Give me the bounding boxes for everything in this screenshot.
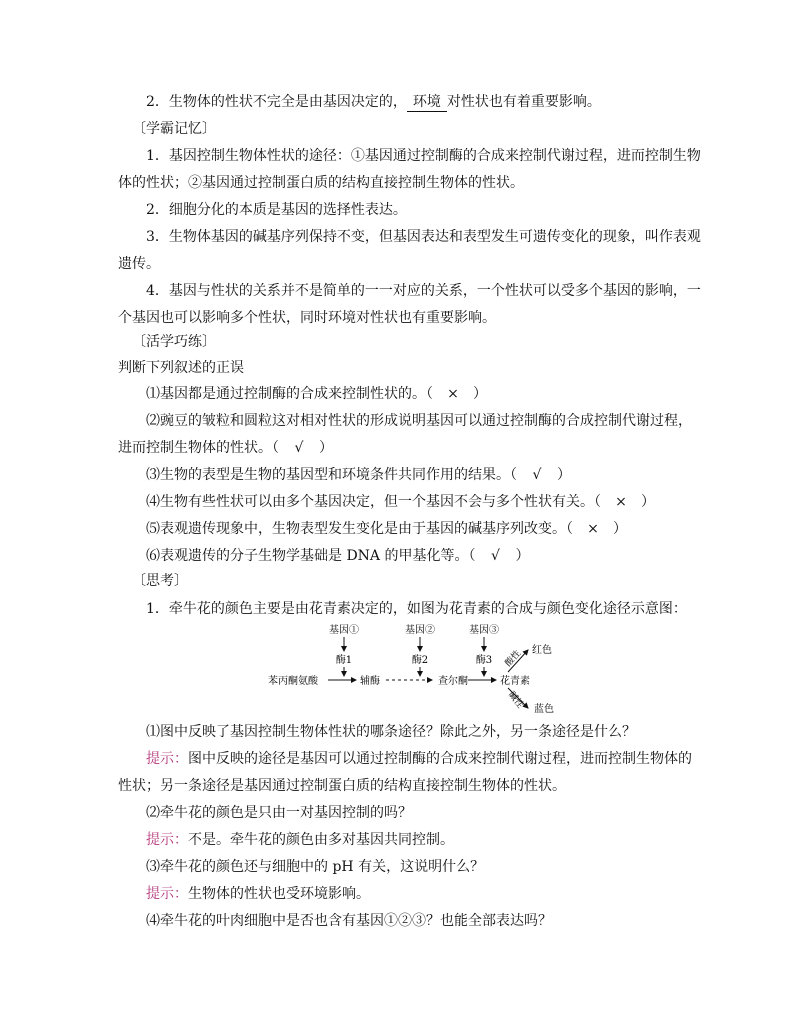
practice-item-1: ⑴基因都是通过控制酶的合成来控制性状的。（ × ） (146, 381, 794, 407)
answer-1-text: 图中反映的途径是基因可以通过控制酶的合成来控制代谢过程，进而控制生物体的 (188, 751, 692, 767)
gene-1-label: 基因① (329, 625, 359, 636)
practice-item-2: 进而控制生物体的性状。（ √ ） (118, 435, 794, 461)
practice-item-2-text: 进而控制生物体的性状。 (118, 440, 272, 456)
answer-3-text: 生物体的性状也受环境影响。 (188, 886, 370, 902)
blue-label: 蓝色 (534, 704, 554, 715)
question-3: ⑶牵牛花的颜色还与细胞中的 pH 有关，这说明什么？ (146, 859, 485, 875)
hint-label-3: 提示： (146, 886, 188, 902)
anthocyanin-pathway-diagram (262, 622, 562, 716)
practice-item-3: ⑶生物的表型是生物的基因型和环境条件共同作用的结果。（ √ ） (146, 462, 794, 488)
practice-intro: 判断下列叙述的正误 (118, 360, 244, 376)
answer-3 (146, 881, 794, 907)
environment-paragraph (146, 89, 794, 115)
memory-point-2: 2．细胞分化的本质是基因的选择性表达。 (146, 202, 407, 218)
environment-blank-answer: 环境 (407, 93, 447, 112)
answer-2 (146, 827, 794, 853)
memory-point-1-line-1: 1．基因控制生物体性状的途径：①基因通过控制酶的合成来控制代谢过程，进而控制生物 (146, 148, 701, 164)
question-2: ⑵牵牛花的颜色是只由一对基因控制的吗？ (146, 805, 412, 821)
acidic-label: 酸性 (503, 648, 524, 669)
answer-1-line-1 (146, 746, 794, 772)
answer-2-text: 不是。牵牛花的颜色由多对基因共同控制。 (188, 832, 454, 848)
think-intro: 1．牵牛花的颜色主要是由花青素决定的，如图为花青素的合成与颜色变化途径示意图： (146, 601, 687, 617)
question-1: ⑴图中反映了基因控制生物体性状的哪条途径？除此之外，另一条途径是什么？ (146, 724, 636, 740)
memory-point-4-line-1: 4．基因与性状的关系并不是简单的一一对应的关系，一个性状可以受多个基因的影响，一 (146, 283, 701, 299)
practice-item-5-mark: × (587, 521, 599, 537)
product-label: 花青素 (500, 676, 530, 687)
memory-point-3-line-2: 遗传。 (118, 256, 160, 272)
section-memory-heading: 〔学霸记忆〕 (132, 121, 216, 137)
practice-item-1-text: ⑴基因都是通过控制酶的合成来控制性状的。 (146, 386, 426, 402)
practice-item-3-mark: √ (532, 467, 542, 483)
answer-1-line-2: 性状；另一条途径是基因通过控制蛋白质的结构直接控制生物体的性状。 (118, 778, 566, 794)
practice-item-4-text: ⑷生物有些性状可以由多个基因决定，但一个基因不会与多个性状有关。 (146, 494, 594, 510)
memory-point-4-line-2: 个基因也可以影响多个性状，同时环境对性状也有重要影响。 (118, 310, 496, 326)
practice-item-2-mark: √ (294, 440, 304, 456)
section-practice-heading: 〔活学巧练〕 (132, 334, 216, 350)
intermediate-1-label: 辅酶 (360, 676, 380, 687)
memory-point-1-line-2: 体的性状；②基因通过控制蛋白质的结构直接控制生物体的性状。 (118, 175, 524, 191)
practice-item-6: ⑹表观遗传的分子生物学基础是 DNA 的甲基化等。（ √ ） (146, 543, 794, 569)
question-4: ⑷牵牛花的叶肉细胞中是否也含有基因①②③？也能全部表达吗？ (146, 913, 552, 929)
practice-item-6-mark: √ (491, 548, 500, 564)
environment-text-before: 2．生物体的性状不完全是由基因决定的， (146, 94, 407, 110)
enzyme-2-label: 酶2 (411, 655, 429, 666)
practice-item-6-text: ⑹表观遗传的分子生物学基础是 DNA 的甲基化等。 (146, 548, 469, 564)
enzyme-3-label: 酶3 (475, 655, 493, 666)
practice-item-1-mark: × (447, 386, 459, 402)
section-think-heading: 〔思考〕 (132, 573, 188, 589)
enzyme-1-label: 酶1 (335, 655, 353, 666)
red-label: 红色 (532, 645, 552, 656)
practice-item-2-line-1: ⑵豌豆的皱粒和圆粒这对相对性状的形成说明基因可以通过控制酶的合成控制代谢过程， (146, 413, 692, 429)
practice-item-4: ⑷生物有些性状可以由多个基因决定，但一个基因不会与多个性状有关。（ × ） (146, 489, 794, 515)
basic-label: 碱性 (505, 690, 525, 711)
practice-item-3-text: ⑶生物的表型是生物的基因型和环境条件共同作用的结果。 (146, 467, 510, 483)
practice-item-5-text: ⑸表观遗传现象中，生物表型发生变化是由于基因的碱基序列改变。 (146, 521, 566, 537)
practice-item-4-mark: × (615, 494, 627, 510)
environment-text-after: 对性状也有着重要影响。 (446, 94, 601, 110)
gene-3-label: 基因③ (469, 625, 499, 636)
intermediate-2-label: 查尔酮 (438, 676, 468, 687)
memory-point-3-line-1: 3．生物体基因的碱基序列保持不变，但基因表达和表型发生可遗传变化的现象，叫作表观 (146, 229, 701, 245)
hint-label-1: 提示： (146, 751, 188, 767)
gene-2-label: 基因② (405, 625, 435, 636)
practice-item-5: ⑸表观遗传现象中，生物表型发生变化是由于基因的碱基序列改变。（ × ） (146, 516, 794, 542)
substrate-label: 苯丙酮氨酸 (268, 676, 318, 687)
hint-label-2: 提示： (146, 832, 188, 848)
